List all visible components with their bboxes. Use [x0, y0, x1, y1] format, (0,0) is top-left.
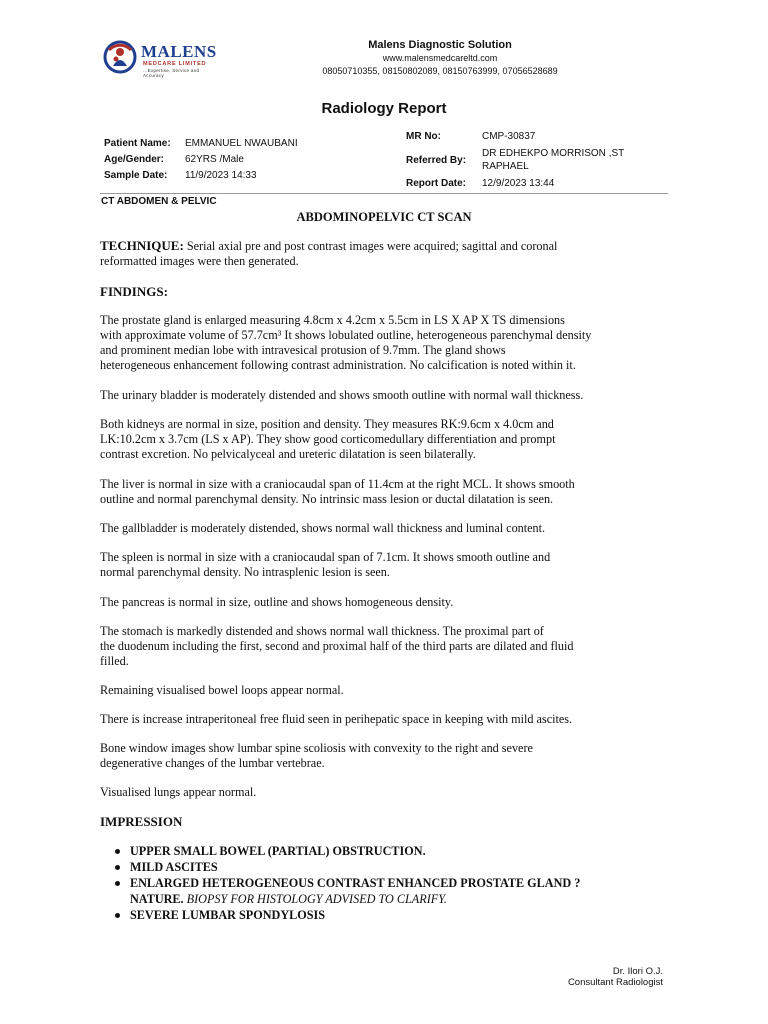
mr-no-label: MR No:	[406, 131, 441, 142]
finding-prostate	[100, 313, 670, 373]
finding-line: outline and normal parenchymal density. No intrinsic mass lesion or ductal dilatation is seen.	[100, 492, 554, 506]
finding-line: Visualised lungs appear normal.	[100, 785, 257, 799]
finding-fluid	[100, 712, 670, 727]
finding-line: The pancreas is normal in size, outline and shows homogeneous density.	[100, 595, 454, 609]
impression-item3-line1: ENLARGED HETEROGENEOUS CONTRAST ENHANCED PROSTATE GLAND ?	[130, 876, 581, 890]
signature-name: Dr. Ilori O.J.	[612, 966, 663, 977]
impression-item: MILD ASCITES	[112, 859, 677, 875]
age-gender: 62YRS /Male	[185, 154, 244, 165]
finding-line: contrast excretion. No pelvicalyceal and ureteric dilatation is seen bilaterally.	[100, 447, 476, 461]
finding-bowel	[100, 683, 670, 698]
impression-item: SEVERE LUMBAR SPONDYLOSIS	[112, 907, 677, 923]
finding-line: with approximate volume of 57.7cm³ It shows lobulated outline, heterogeneous parenchymal density	[100, 328, 592, 342]
finding-pancreas	[100, 595, 670, 610]
finding-liver	[100, 477, 670, 507]
finding-line: Remaining visualised bowel loops appear normal.	[100, 683, 344, 697]
technique-line1: Serial axial pre and post contrast images were acquired; sagittal and coronal	[183, 239, 558, 253]
finding-spleen	[100, 550, 670, 580]
finding-lungs	[100, 785, 670, 800]
patient-name-label: Patient Name:	[104, 138, 171, 149]
organization-website: www.malensmedcareltd.com	[382, 53, 498, 63]
organization-phones: 08050710355, 08150802089, 08150763999, 07056528689	[322, 66, 558, 76]
finding-line: The prostate gland is enlarged measuring 4.8cm x 4.2cm x 5.5cm in LS X AP X TS dimensions	[100, 313, 565, 327]
finding-stomach	[100, 624, 670, 669]
finding-line: degenerative changes of the lumbar vertebrae.	[100, 756, 325, 770]
impression-item3-line2: NATURE.	[130, 892, 184, 906]
finding-line: The spleen is normal in size with a craniocaudal span of 7.1cm. It shows smooth outline and	[100, 550, 551, 564]
impression-item	[112, 875, 677, 907]
finding-bladder	[100, 388, 670, 403]
technique-label: TECHNIQUE:	[100, 238, 184, 253]
exam-label: CT ABDOMEN & PELVIC	[101, 196, 217, 207]
impression-advice: BIOPSY FOR HISTOLOGY ADVISED TO CLARIFY.	[183, 892, 447, 906]
finding-line: LK:10.2cm x 3.7cm (LS x AP). They show good corticomedullary differentiation and prompt	[100, 432, 556, 446]
finding-line: There is increase intraperitoneal free fluid seen in perihepatic space in keeping with mild ascites.	[100, 712, 573, 726]
finding-line: filled.	[100, 654, 129, 668]
company-logo	[103, 38, 218, 78]
organization-header	[300, 38, 580, 78]
finding-line: Bone window images show lumbar spine scoliosis with convexity to the right and severe	[100, 741, 533, 755]
signature-title: Consultant Radiologist	[567, 977, 663, 988]
mr-no: CMP-30837	[482, 131, 536, 142]
referred-by-label: Referred By:	[406, 155, 467, 166]
signature-block	[568, 966, 663, 988]
technique-line2: reformatted images were then generated.	[100, 254, 299, 268]
referred-by-line1: DR EDHEKPO MORRISON ,ST	[482, 148, 625, 159]
finding-line: The liver is normal in size with a craniocaudal span of 11.4cm at the right MCL. It shows smooth	[100, 477, 575, 491]
finding-kidneys	[100, 417, 670, 462]
finding-gallbladder	[100, 521, 670, 536]
finding-bone	[100, 741, 670, 771]
finding-line: The gallbladder is moderately distended, shows normal wall thickness and luminal content.	[100, 521, 546, 535]
age-gender-label: Age/Gender:	[104, 154, 165, 165]
referred-by-line2: RAPHAEL	[482, 161, 529, 172]
report-title: Radiology Report	[321, 100, 447, 117]
technique-paragraph	[100, 238, 670, 269]
organization-name: Malens Diagnostic Solution	[368, 39, 512, 51]
impression-heading: IMPRESSION	[100, 814, 183, 829]
finding-line: the duodenum including the first, second and proximal half of the third parts are dilated and fluid	[100, 639, 574, 653]
finding-line: Both kidneys are normal in size, position and density. They measures RK:9.6cm x 4.0cm and	[100, 417, 554, 431]
finding-line: The stomach is markedly distended and shows normal wall thickness. The proximal part of	[100, 624, 544, 638]
sample-date: 11/9/2023 14:33	[185, 170, 257, 181]
malens-logo-icon	[103, 38, 137, 76]
finding-line: heterogeneous enhancement following contrast administration. No calcification is noted within it.	[100, 358, 576, 372]
header-divider	[100, 193, 668, 194]
findings-heading: FINDINGS:	[100, 284, 168, 299]
report-date: 12/9/2023 13:44	[482, 178, 555, 189]
finding-line: normal parenchymal density. No intrasplenic lesion is seen.	[100, 565, 390, 579]
impression-item: UPPER SMALL BOWEL (PARTIAL) OBSTRUCTION.	[112, 843, 677, 859]
report-date-label: Report Date:	[406, 178, 467, 189]
finding-line: The urinary bladder is moderately distended and shows smooth outline with normal wall thickness.	[100, 388, 584, 402]
impression-list	[112, 843, 677, 923]
sample-date-label: Sample Date:	[104, 170, 168, 181]
logo-name: MALENS	[141, 42, 217, 61]
finding-line: and prominent median lobe with intravesical protusion of 9.7mm. The gland shows	[100, 343, 506, 357]
logo-tagline: ...Expertise, Service and Accuracy	[143, 68, 200, 78]
patient-name: EMMANUEL NWAUBANI	[185, 138, 298, 149]
logo-sub: MEDCARE LIMITED	[143, 61, 207, 67]
exam-heading: ABDOMINOPELVIC CT SCAN	[296, 210, 472, 224]
